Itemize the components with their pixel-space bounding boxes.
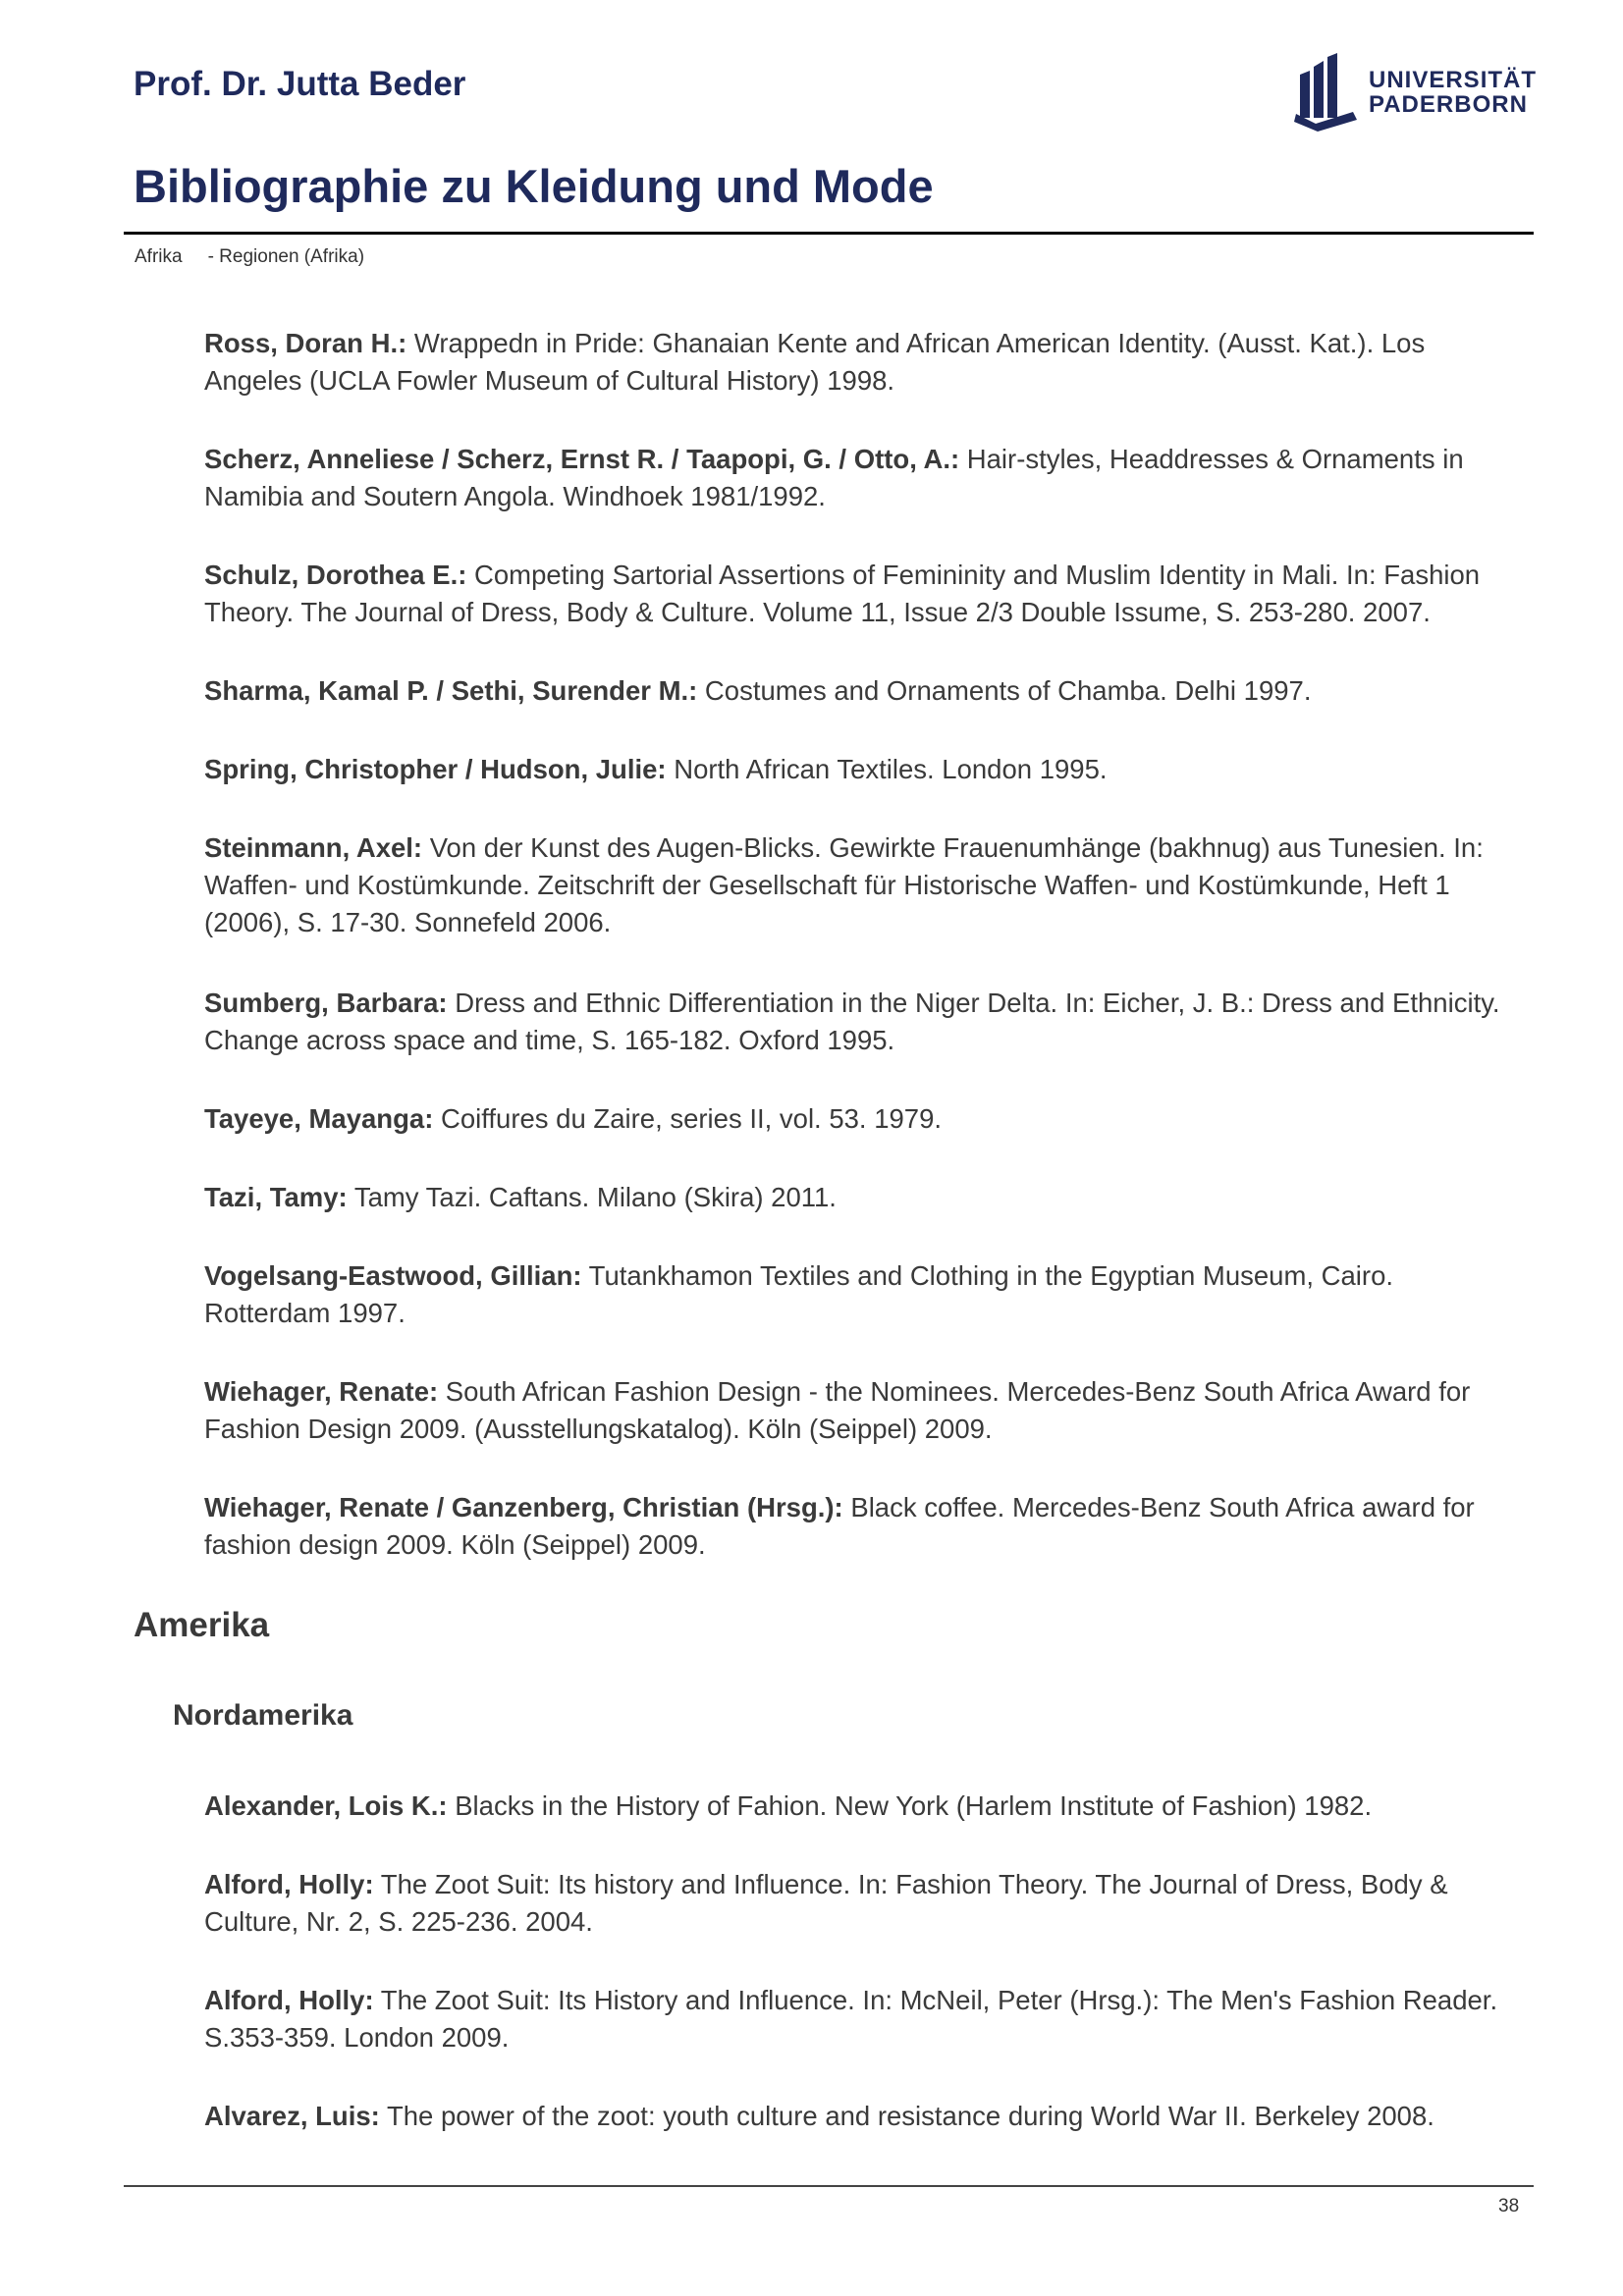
university-logo (1294, 51, 1538, 133)
bibliography-entry (204, 325, 1510, 400)
footer-divider (124, 2185, 1534, 2187)
entry-text: Tutankhamon Textiles and Clothing in the Egyptian Museum, Cairo. Rotterdam 1997. (204, 1260, 1394, 1328)
bibliography-entry (204, 2098, 1510, 2135)
entry-text: Von der Kunst des Augen-Blicks. Gewirkte Frauenumhänge (bakhnug) aus Tunesien. In: Waffen- und Kostümkunde. Zeitschrift der Gesellschaft für Historische Waffen- und Kostümkunde, Heft 1 (2006), S. 17-30. Sonnefeld 2006. (204, 832, 1484, 937)
entry-author: Alexander, Lois K.: (204, 1790, 448, 1821)
entry-author: Sumberg, Barbara: (204, 988, 448, 1018)
document-title: Bibliographie zu Kleidung und Mode (134, 160, 934, 212)
entry-text: Competing Sartorial Assertions of Femininity and Muslim Identity in Mali. In: Fashion Theory. The Journal of Dress, Body & Culture. Volume 11, Issue 2/3 Double Issume, S. 253-280. 2007. (204, 560, 1481, 627)
bibliography-entry (204, 672, 1510, 710)
entry-author: Sharma, Kamal P. / Sethi, Surender M.: (204, 675, 698, 706)
bibliography-entry (204, 441, 1510, 515)
bibliography-entry (204, 829, 1510, 941)
bibliography-entry (204, 985, 1510, 1059)
entry-author: Schulz, Dorothea E.: (204, 560, 467, 590)
entry-author: Alford, Holly: (204, 1985, 374, 2015)
author-name: Prof. Dr. Jutta Beder (134, 65, 466, 103)
bibliography-entry (204, 1257, 1510, 1332)
breadcrumb-section: Afrika (135, 246, 183, 267)
bibliography-entry (204, 1788, 1510, 1825)
entry-text: The Zoot Suit: Its History and Influence. In: McNeil, Peter (Hrsg.): The Men's Fashion Reader. S.353-359. London 2009. (204, 1985, 1498, 2053)
entry-text: The Zoot Suit: Its history and Influence. In: Fashion Theory. The Journal of Dress, Body & Culture, Nr. 2, S. 225-236. 2004. (204, 1869, 1448, 1937)
entry-author: Tazi, Tamy: (204, 1182, 348, 1212)
entry-text: Blacks in the History of Fahion. New York (Harlem Institute of Fashion) 1982. (447, 1790, 1373, 1821)
entry-author: Steinmann, Axel: (204, 832, 423, 863)
breadcrumb-subsection: - Regionen (Afrika) (207, 246, 365, 267)
entry-text: South African Fashion Design - the Nominees. Mercedes-Benz South Africa Award for Fashion Design 2009. (Ausstellungskatalog). Köln (Seippel) 2009. (204, 1376, 1471, 1444)
bibliography-entry (204, 1982, 1510, 2056)
entry-author: Wiehager, Renate / Ganzenberg, Christian (Hrsg.): (204, 1492, 843, 1522)
page-number: 38 (1498, 2196, 1520, 2216)
bibliography-entry (204, 1866, 1510, 1941)
entry-text: Dress and Ethnic Differentiation in the Niger Delta. In: Eicher, J. B.: Dress and Ethnicity. Change across space and time, S. 165-182. Oxford 1995. (204, 988, 1500, 1055)
entry-text: North African Textiles. London 1995. (666, 754, 1108, 784)
bibliography-entry (204, 1373, 1510, 1448)
bibliography-entry (204, 1489, 1510, 1564)
entry-text: Hair-styles, Headdresses & Ornaments in Namibia and Soutern Angola. Windhoek 1981/1992. (204, 444, 1464, 511)
entry-text: The power of the zoot: youth culture and resistance during World War II. Berkeley 2008. (379, 2101, 1434, 2131)
entry-author: Alford, Holly: (204, 1869, 374, 1899)
entry-author: Alvarez, Luis: (204, 2101, 380, 2131)
entry-text: Coiffures du Zaire, series II, vol. 53. 1979. (433, 1103, 943, 1134)
entry-author: Ross, Doran H.: (204, 328, 407, 358)
university-logo-icon (1294, 53, 1363, 132)
bibliography-entry (204, 1179, 1510, 1216)
logo-line-2: PADERBORN (1369, 91, 1528, 118)
entry-author: Vogelsang-Eastwood, Gillian: (204, 1260, 582, 1291)
entry-text: Costumes and Ornaments of Chamba. Delhi 1997. (697, 675, 1312, 706)
entry-author: Tayeye, Mayanga: (204, 1103, 434, 1134)
entry-author: Scherz, Anneliese / Scherz, Ernst R. / Taapopi, G. / Otto, A.: (204, 444, 960, 474)
breadcrumb (135, 246, 364, 268)
entry-text: Black coffee. Mercedes-Benz South Africa award for fashion design 2009. Köln (Seippel) 2009. (204, 1492, 1475, 1560)
entry-author: Wiehager, Renate: (204, 1376, 439, 1407)
entry-text: Tamy Tazi. Caftans. Milano (Skira) 2011. (347, 1182, 837, 1212)
bibliography-entry (204, 1100, 1510, 1138)
entry-text: Wrappedn in Pride: Ghanaian Kente and African American Identity. (Ausst. Kat.). Los Angeles (UCLA Fowler Museum of Cultural History) 1998. (204, 328, 1426, 396)
entry-author: Spring, Christopher / Hudson, Julie: (204, 754, 667, 784)
logo-line-1: UNIVERSITÄT (1369, 67, 1538, 93)
subsection-heading: Nordamerika (173, 1699, 353, 1732)
title-divider (124, 232, 1534, 235)
bibliography-entry (204, 557, 1510, 631)
section-heading: Amerika (134, 1606, 270, 1644)
bibliography-entry (204, 751, 1510, 788)
